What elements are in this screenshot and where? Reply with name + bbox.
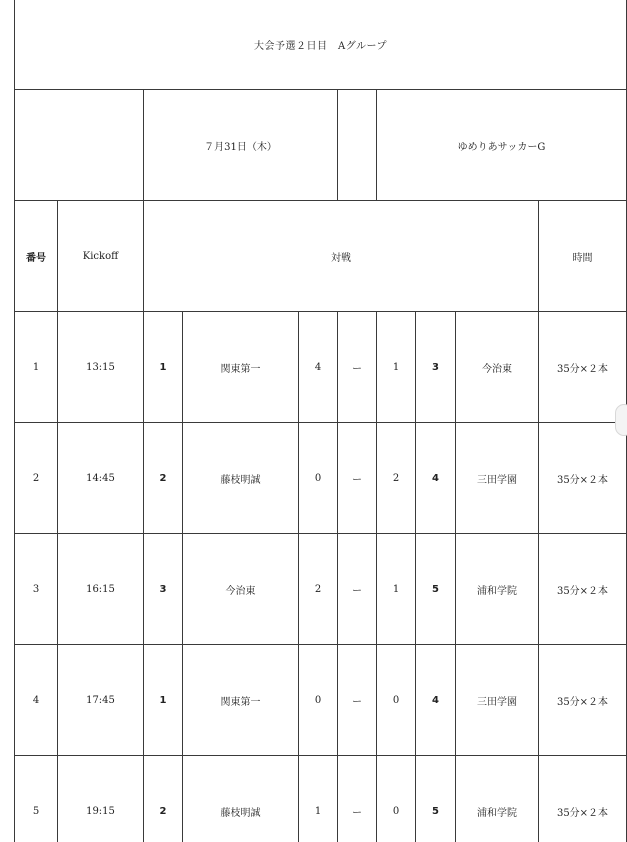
- match-venue: ゆめりあサッカーG: [377, 90, 627, 201]
- team-a-name: 関東第一: [183, 312, 299, 423]
- team-a-name: 関東第一: [183, 645, 299, 756]
- team-a-score: 1: [299, 756, 338, 842]
- match-number: 1: [15, 312, 58, 423]
- team-b-name: 浦和学院: [456, 756, 539, 842]
- title-row: [15, 0, 627, 90]
- match-row: [15, 534, 627, 645]
- team-b-name: 三田学園: [456, 423, 539, 534]
- schedule-table: [14, 0, 627, 842]
- team-a-score: 0: [299, 645, 338, 756]
- info-row: [15, 90, 627, 201]
- team-a-name: 藤枝明誠: [183, 756, 299, 842]
- match-row: [15, 756, 627, 842]
- header-match: 対戦: [144, 201, 539, 312]
- team-b-name: 三田学園: [456, 645, 539, 756]
- score-dash: ー: [338, 534, 377, 645]
- header-row: [15, 201, 627, 312]
- team-a-seed: 2: [144, 423, 183, 534]
- match-kickoff: 13:15: [58, 312, 144, 423]
- schedule-title: 大会予選２日目 Aグループ: [15, 0, 627, 90]
- match-number: 2: [15, 423, 58, 534]
- team-b-seed: 5: [416, 756, 456, 842]
- match-kickoff: 14:45: [58, 423, 144, 534]
- header-number: 番号: [15, 201, 58, 312]
- team-a-seed: 1: [144, 312, 183, 423]
- team-b-seed: 4: [416, 423, 456, 534]
- team-a-seed: 2: [144, 756, 183, 842]
- match-duration: 35分×２本: [539, 645, 627, 756]
- match-duration: 35分×２本: [539, 423, 627, 534]
- match-kickoff: 17:45: [58, 645, 144, 756]
- header-time: 時間: [539, 201, 627, 312]
- info-blank-cell: [15, 90, 144, 201]
- team-b-seed: 5: [416, 534, 456, 645]
- team-b-name: 浦和学院: [456, 534, 539, 645]
- score-dash: ー: [338, 312, 377, 423]
- team-a-seed: 3: [144, 534, 183, 645]
- team-b-score: 1: [377, 312, 416, 423]
- team-b-score: 0: [377, 645, 416, 756]
- score-dash: ー: [338, 645, 377, 756]
- match-duration: 35分×２本: [539, 534, 627, 645]
- match-kickoff: 19:15: [58, 756, 144, 842]
- match-number: 5: [15, 756, 58, 842]
- team-b-seed: 3: [416, 312, 456, 423]
- team-b-score: 0: [377, 756, 416, 842]
- team-b-score: 2: [377, 423, 416, 534]
- team-a-seed: 1: [144, 645, 183, 756]
- score-dash: ー: [338, 756, 377, 842]
- team-a-score: 2: [299, 534, 338, 645]
- team-b-name: 今治東: [456, 312, 539, 423]
- info-spacer-cell: [338, 90, 377, 201]
- match-kickoff: 16:15: [58, 534, 144, 645]
- match-duration: 35分×２本: [539, 756, 627, 842]
- match-row: [15, 423, 627, 534]
- score-dash: ー: [338, 423, 377, 534]
- team-a-name: 藤枝明誠: [183, 423, 299, 534]
- team-a-score: 4: [299, 312, 338, 423]
- team-b-score: 1: [377, 534, 416, 645]
- match-duration: 35分×２本: [539, 312, 627, 423]
- team-a-score: 0: [299, 423, 338, 534]
- match-row: [15, 312, 627, 423]
- scroll-handle[interactable]: [615, 404, 627, 436]
- match-row: [15, 645, 627, 756]
- match-date: ７月31日（木）: [144, 90, 338, 201]
- match-number: 4: [15, 645, 58, 756]
- header-kickoff: Kickoff: [58, 201, 144, 312]
- team-b-seed: 4: [416, 645, 456, 756]
- team-a-name: 今治東: [183, 534, 299, 645]
- match-number: 3: [15, 534, 58, 645]
